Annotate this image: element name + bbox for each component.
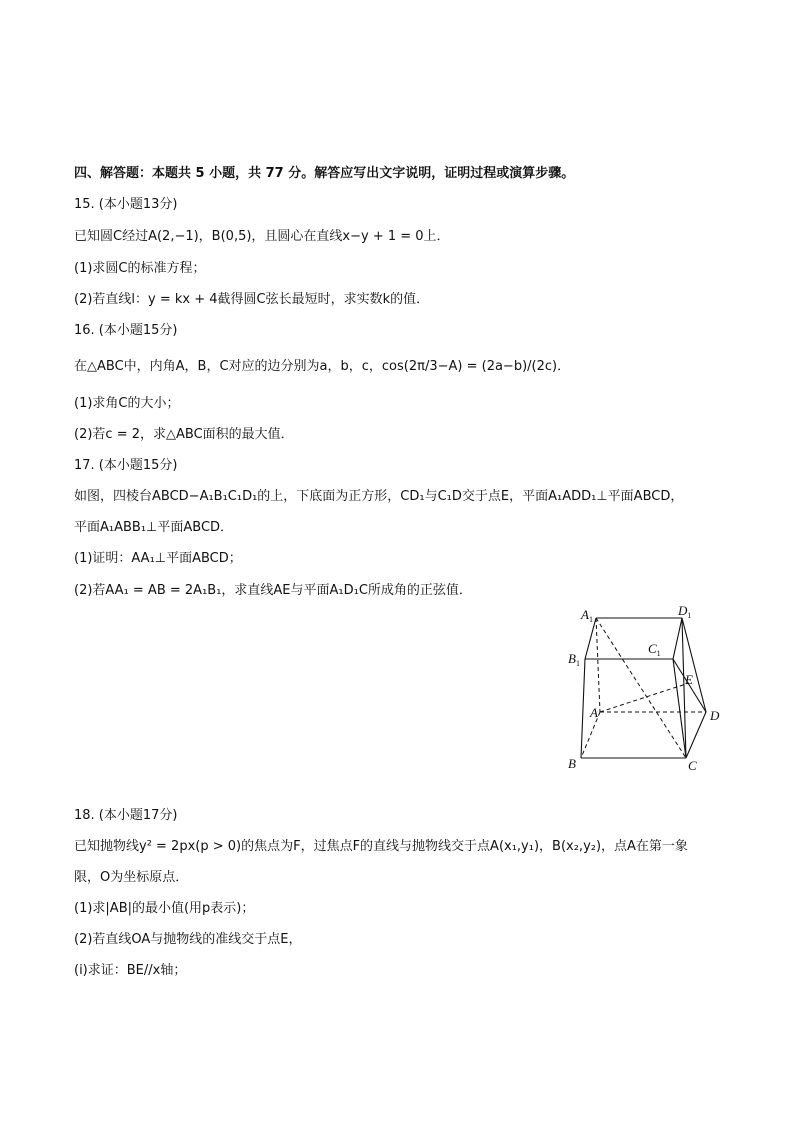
problem-18-heading: 18. (本小题17分) xyxy=(74,808,178,823)
label-b: B xyxy=(568,756,576,771)
label-c: C xyxy=(688,758,697,773)
problem-18-stem-2: 限，O为坐标原点． xyxy=(74,870,189,885)
label-d: D xyxy=(710,708,720,723)
label-e: E xyxy=(685,672,693,687)
problem-15-part-1: (1)求圆C的标准方程； xyxy=(74,261,206,276)
problem-16-heading: 16. (本小题15分) xyxy=(74,323,178,338)
problem-18-stem-1: 已知抛物线y² = 2px(p > 0)的焦点为F，过焦点F的直线与抛物线交于点A(x₁,y₁)，B(x₂,y₂)，点A在第一象 xyxy=(74,839,688,854)
problem-17-part-2: (2)若AA₁ = AB = 2A₁B₁，求直线AE与平面A₁D₁C所成角的正弦值． xyxy=(74,583,472,598)
problem-16-stem: 在△ABC中，内角A，B，C对应的边分别为a，b，c，cos(2π/3−A) = (2a−b)/(2c)． xyxy=(74,359,571,374)
problem-18-part-1: (1)求|AB|的最小值(用p表示)； xyxy=(74,901,255,916)
problem-16-part-2: (2)若c = 2，求△ABC面积的最大值． xyxy=(74,427,294,442)
frustum-figure xyxy=(562,600,734,780)
problem-16-part-1: (1)求角C的大小； xyxy=(74,396,180,411)
label-d1: $D_1$ xyxy=(678,603,692,620)
label-c1: $C_1$ xyxy=(648,641,661,658)
problem-17-part-1: (1)证明：AA₁⊥平面ABCD； xyxy=(74,551,242,566)
label-b1: $B_1$ xyxy=(568,651,580,668)
problem-17-heading: 17. (本小题15分) xyxy=(74,458,178,473)
label-a1: $A_1$ xyxy=(581,607,593,624)
section-header: 四、解答题：本题共 5 小题，共 77 分。解答应写出文字说明，证明过程或演算步骤。 xyxy=(74,166,575,181)
problem-15-heading: 15. (本小题13分) xyxy=(74,197,178,212)
problem-17-stem-1: 如图，四棱台ABCD−A₁B₁C₁D₁的上，下底面为正方形，CD₁与C₁D交于点E，平面A₁ADD₁⊥平面ABCD， xyxy=(74,489,684,504)
problem-15-part-2: (2)若直线l：y = kx + 4截得圆C弦长最短时，求实数k的值． xyxy=(74,292,430,307)
problem-15-stem: 已知圆C经过A(2,−1)，B(0,5)，且圆心在直线x−y + 1 = 0上． xyxy=(74,229,450,244)
problem-18-part-2-i: (i)求证：BE//x轴； xyxy=(74,963,187,978)
problem-17-stem-2: 平面A₁ABB₁⊥平面ABCD． xyxy=(74,520,234,535)
label-a: A xyxy=(590,705,598,720)
problem-18-part-2: (2)若直线OA与抛物线的准线交于点E， xyxy=(74,932,302,947)
